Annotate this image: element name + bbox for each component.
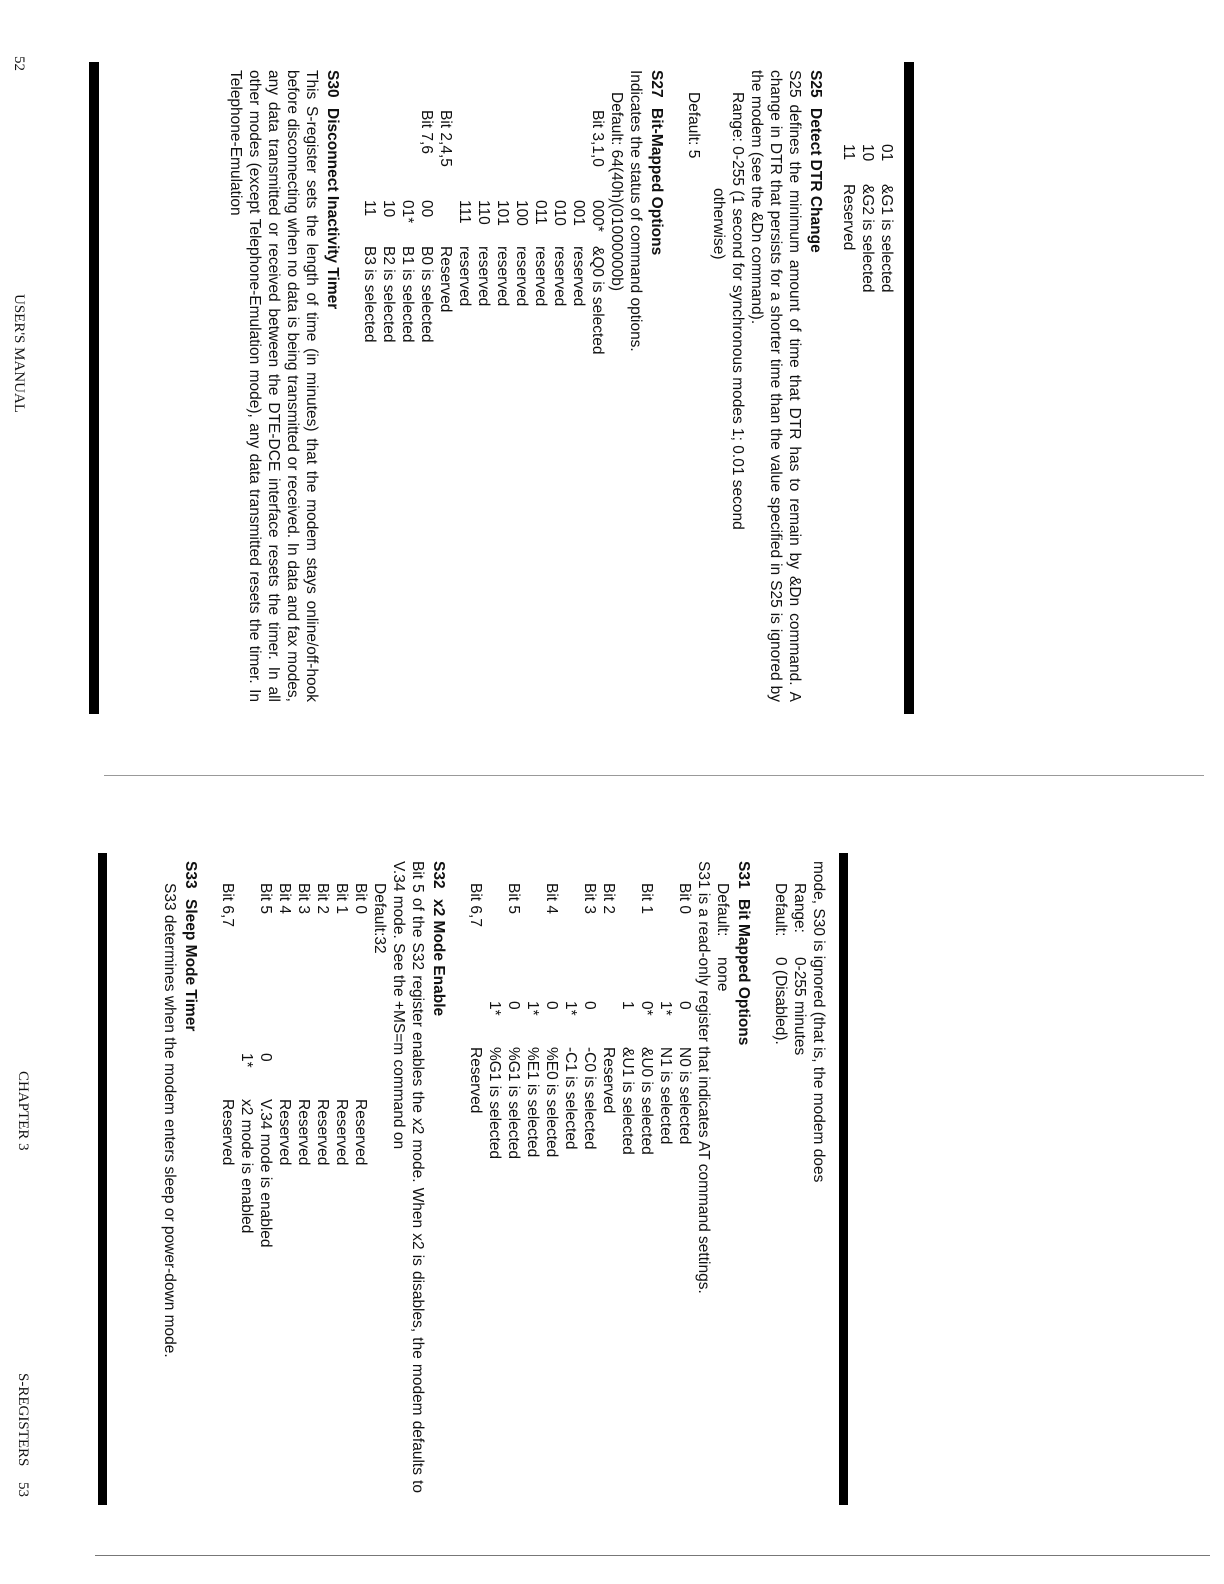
bit-row-text: Reserved	[333, 1099, 350, 1166]
bit-row	[493, 70, 512, 702]
bit-row	[561, 861, 580, 1493]
bit-row-text: &U1 is selected	[619, 1047, 636, 1155]
s31-title: Bit Mapped Options	[735, 899, 752, 1046]
bit-row-code: 0*	[638, 1001, 655, 1016]
bit-row-text: Reserved	[437, 246, 454, 313]
bit-row-bit: Bit 5	[505, 883, 522, 915]
bit-row-text: Reserved	[352, 1099, 369, 1166]
s27-title: Bit-Mapped Options	[648, 108, 665, 256]
running-footer-chapter: CHAPTER 3	[15, 1071, 31, 1151]
s32-heading	[429, 861, 448, 1493]
bit-row	[675, 861, 694, 1493]
page-number: 53	[15, 1482, 31, 1497]
s30-title: Disconnect Inactivity Timer	[324, 108, 341, 310]
bit-row-code: 00	[418, 200, 435, 218]
bit-row-text: reserved	[532, 246, 549, 307]
bit-row	[588, 70, 607, 702]
page-53	[15, 813, 1028, 1533]
bit-row-code: 1	[619, 1001, 636, 1010]
bit-row	[455, 70, 474, 702]
bit-row-bit: Bit 4	[543, 883, 560, 915]
s30-body: This S-register sets the length of time (in minutes) that the modem stays online/off-hook before disconnecting when no data is being transmitted or received. In data and fax modes, any data transmitted or received between the DTE-DCE interface resets the timer. In all other modes (except Telephone-Emulation mode), any data transmitted resets the timer. In Telephone-Emulation	[227, 70, 320, 702]
bit-row-code: 0	[257, 1053, 274, 1062]
s27-body: Indicates the status of command options.	[627, 70, 644, 352]
s25-reg: S25	[807, 70, 824, 98]
bit-row-code: 011	[532, 200, 549, 225]
bit-row-text: &G2 is selected	[859, 184, 876, 293]
bit-row	[218, 861, 237, 1493]
bit-row-text: x2 mode is enabled	[238, 1099, 255, 1234]
bit-row-bit: Bit 1	[638, 883, 655, 915]
bit-row	[531, 70, 550, 702]
s32-body: Bit 5 of the S32 register enables the x2 mode. When x2 is disables, the modem defaults to V.34 mode. See the +MS=m command on	[390, 861, 426, 1493]
bit-row-bit: Bit 4	[276, 883, 293, 915]
bit-row	[256, 861, 275, 1493]
bit-row-code: 10	[380, 200, 397, 218]
bit-row-bit: Bit 2	[314, 883, 331, 915]
s27-heading	[647, 70, 666, 702]
bit-row-text: reserved	[494, 246, 511, 307]
bit-row	[474, 70, 493, 702]
bit-row-text: B0 is selected	[418, 246, 435, 343]
bottom-rule	[98, 853, 107, 1505]
bit-row	[542, 861, 561, 1493]
bit-row-text: %G1 is selected	[486, 1047, 503, 1159]
s25-range-value: 0-255 (1 second for synchronous modes 1; 0.01 second	[729, 146, 746, 530]
bit-row-text: B2 is selected	[380, 246, 397, 343]
bit-row	[839, 70, 858, 702]
bit-row-text: V.34 mode is enabled	[257, 1099, 274, 1248]
bit-row-code: 11	[361, 200, 378, 217]
bit-row	[580, 861, 599, 1493]
s25-range	[728, 70, 747, 702]
bit-row	[656, 861, 675, 1493]
bit-row	[398, 70, 417, 702]
s27-reg: S27	[648, 70, 665, 98]
page-52	[11, 22, 1024, 742]
bit-row	[313, 861, 332, 1493]
bit-row-bit: Bit 6,7	[219, 883, 236, 927]
bit-row	[417, 70, 436, 702]
bit-row-text: %E0 is selected	[543, 1047, 560, 1158]
bit-row-text: Reserved	[295, 1099, 312, 1166]
page-divider-line	[104, 775, 1204, 776]
bit-row-bit: Bit 0	[676, 883, 693, 915]
s30-range-row	[790, 861, 809, 1493]
s30-range-value: 0-255 minutes	[791, 957, 808, 1056]
bit-row	[275, 861, 294, 1493]
page-52-content	[226, 70, 896, 702]
bit-row-code: 101	[494, 200, 511, 226]
continued-rows	[839, 70, 896, 702]
bit-row-code: 0	[505, 1001, 522, 1010]
bit-row-text: reserved	[570, 246, 587, 307]
bit-row	[332, 861, 351, 1493]
bit-row-bit: Bit 3,1,0	[589, 110, 606, 167]
bit-row	[351, 861, 370, 1493]
bit-row-text: %G1 is selected	[505, 1047, 522, 1159]
page-number: 52	[11, 56, 27, 71]
page-bottom-edge	[95, 1555, 1210, 1556]
s31-reg: S31	[735, 861, 752, 889]
bit-row-code: 1*	[238, 1053, 255, 1068]
bit-row-code: 010	[551, 200, 568, 226]
bit-row-text: reserved	[475, 246, 492, 307]
s33-body: S33 determines when the modem enters sleep or power-down mode.	[161, 883, 178, 1358]
s31-body: S31 is a read-only register that indicates AT command settings.	[695, 861, 712, 1294]
bit-row-code: 0	[676, 1001, 693, 1010]
bit-row-bit: Bit 3	[295, 883, 312, 915]
bit-row-text: &G1 is selected	[878, 184, 895, 293]
bit-row-code: 111	[456, 200, 473, 224]
top-rule	[904, 62, 914, 714]
s32-bit-table	[218, 861, 370, 1493]
s31-default-label: Default:	[714, 883, 731, 937]
s33-title: Sleep Mode Timer	[182, 899, 199, 1032]
bottom-rule	[89, 62, 99, 714]
bit-row-bit: Bit 7,6	[418, 110, 435, 154]
s25-body: S25 defines the minimum amount of time that DTR has to remain by &Dn command. A change in DTR that persists for a shorter time than the value specified in S25 is ignored by the modem (see the &Dn command).	[748, 70, 803, 702]
bit-row	[512, 70, 531, 702]
s32-default: Default:32	[371, 883, 388, 954]
s31-default-row	[713, 861, 732, 1493]
bit-row-code: 1*	[486, 1001, 503, 1016]
s27-bit-table	[360, 70, 607, 702]
s30-reg: S30	[324, 70, 341, 98]
bit-row	[523, 861, 542, 1493]
top-rule	[839, 853, 848, 1505]
s31-default-value: none	[714, 957, 731, 992]
bit-row-code: 1*	[657, 1001, 674, 1016]
bit-row-code: 01	[878, 144, 895, 162]
bit-row-text: reserved	[456, 246, 473, 307]
bit-row-bit: Bit 6,7	[467, 883, 484, 927]
bit-row-text: Reserved	[314, 1099, 331, 1166]
bit-row-code: 1*	[562, 1001, 579, 1016]
bit-row-text: N1 is selected	[657, 1047, 674, 1145]
bit-row	[436, 70, 455, 702]
bit-row-text: B1 is selected	[399, 246, 416, 343]
bit-row-bit: Bit 2	[600, 883, 617, 915]
bit-row-text: -C0 is selected	[581, 1047, 598, 1150]
page-53-content	[160, 861, 828, 1493]
s30-heading	[323, 70, 342, 702]
bit-row	[237, 861, 256, 1493]
running-footer-section: S-REGISTERS	[15, 1373, 31, 1467]
s30-continued-text: mode, S30 is ignored (that is, the modem does	[810, 861, 827, 1183]
bit-row-code: 0	[581, 1001, 598, 1010]
s25-range-cont: otherwise)	[710, 188, 727, 260]
s30-default-value: 0 (Disabled).	[772, 957, 789, 1045]
bit-row-text: N0 is selected	[676, 1047, 693, 1145]
bit-row	[294, 861, 313, 1493]
bit-row-code: 000*	[589, 200, 606, 232]
bit-row-text: reserved	[551, 246, 568, 307]
bit-row	[466, 861, 485, 1493]
bit-row-code: 01*	[399, 200, 416, 224]
bit-row	[599, 861, 618, 1493]
s25-range-label: Range:	[729, 92, 746, 142]
bit-row-text: B3 is selected	[361, 246, 378, 343]
bit-row-code: 1*	[524, 1001, 541, 1016]
bit-row	[637, 861, 656, 1493]
bit-row-text: reserved	[513, 246, 530, 307]
s25-default: Default: 5	[685, 92, 702, 159]
bit-row	[858, 70, 877, 702]
bit-row-bit: Bit 0	[352, 883, 369, 915]
s25-heading	[806, 70, 825, 702]
bit-row	[618, 861, 637, 1493]
bit-row	[379, 70, 398, 702]
s31-bit-table	[466, 861, 694, 1493]
bit-row-bit: Bit 5	[257, 883, 274, 915]
s30-default-label: Default:	[772, 883, 789, 937]
bit-row	[877, 70, 896, 702]
bit-row	[360, 70, 379, 702]
bit-row-text: Reserved	[276, 1099, 293, 1166]
bit-row-text: %E1 is selected	[524, 1047, 541, 1158]
s33-heading	[181, 861, 200, 1493]
bit-row-text: &Q0 is selected	[589, 246, 606, 355]
s27-default: Default: 64(40h)(01000000b)	[608, 92, 625, 292]
s30-default-row	[771, 861, 790, 1493]
bit-row-code: 0	[543, 1001, 560, 1010]
s33-reg: S33	[182, 861, 199, 889]
s32-title: x2 Mode Enable	[430, 899, 447, 1017]
s25-title: Detect DTR Change	[807, 108, 824, 253]
s30-range-label: Range:	[791, 883, 808, 933]
bit-row-code: 11	[840, 144, 857, 161]
bit-row-bit: Bit 2,4,5	[437, 110, 454, 167]
bit-row-text: Reserved	[840, 184, 857, 251]
s31-heading	[734, 861, 753, 1493]
bit-row-text: &U0 is selected	[638, 1047, 655, 1155]
bit-row-code: 100	[513, 200, 530, 226]
bit-row-code: 001	[570, 200, 587, 226]
bit-row-text: Reserved	[219, 1099, 236, 1166]
s32-reg: S32	[430, 861, 447, 889]
bit-row-code: 10	[859, 144, 876, 162]
bit-row-code: 110	[475, 200, 492, 225]
running-footer-title: USER'S MANUAL	[11, 294, 27, 413]
bit-row	[569, 70, 588, 702]
bit-row-bit: Bit 3	[581, 883, 598, 915]
bit-row	[485, 861, 504, 1493]
bit-row-text: Reserved	[467, 1047, 484, 1114]
bit-row-bit: Bit 1	[333, 883, 350, 915]
bit-row	[550, 70, 569, 702]
bit-row	[504, 861, 523, 1493]
bit-row-text: -C1 is selected	[562, 1047, 579, 1150]
bit-row-text: Reserved	[600, 1047, 617, 1114]
